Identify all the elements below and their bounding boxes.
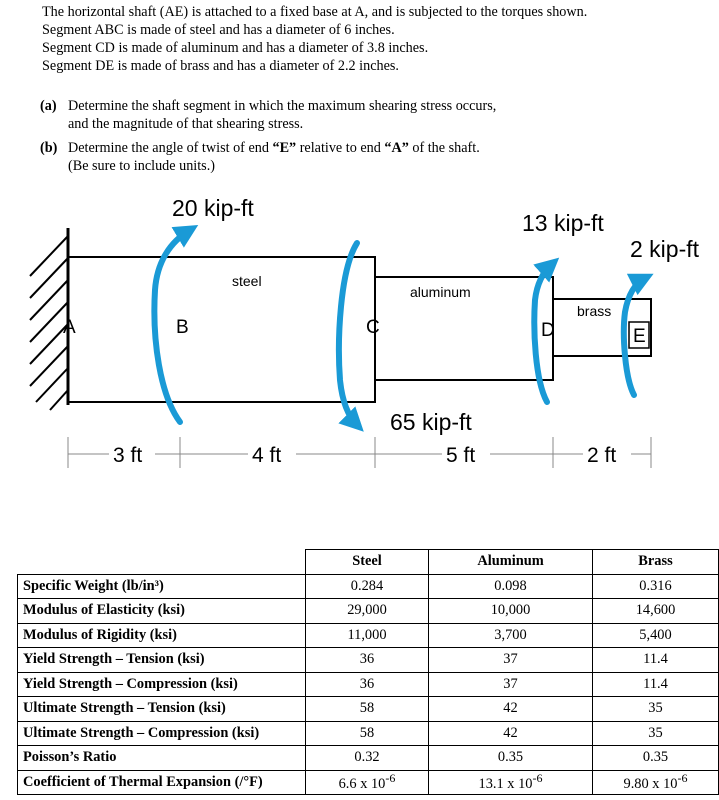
table-cell: 35 xyxy=(593,697,719,722)
point-b-label: B xyxy=(176,317,189,338)
column-header-steel: Steel xyxy=(306,550,429,575)
row-label: Poisson’s Ratio xyxy=(18,746,306,771)
dim-bc-label: 4 ft xyxy=(252,444,282,467)
table-row xyxy=(18,599,719,624)
part-b-line: Determine the angle of twist of end “E” relative to end “A” of the shaft. xyxy=(68,140,480,156)
row-label: Specific Weight (lb/in³) xyxy=(18,574,306,599)
table-row xyxy=(18,623,719,648)
table-cell: 42 xyxy=(429,697,593,722)
table-cell: 10,000 xyxy=(429,599,593,624)
row-label: Modulus of Elasticity (ksi) xyxy=(18,599,306,624)
dimension-line xyxy=(68,437,651,468)
column-header-aluminum: Aluminum xyxy=(429,550,593,575)
steel-segment xyxy=(68,257,375,402)
row-label: Modulus of Rigidity (ksi) xyxy=(18,623,306,648)
torque-b-label: 20 kip-ft xyxy=(172,195,254,221)
table-row xyxy=(18,648,719,673)
table-row xyxy=(18,770,719,795)
intro-line: Segment DE is made of brass and has a diameter of 2.2 inches. xyxy=(42,58,399,74)
table-cell: 42 xyxy=(429,721,593,746)
table-cell: 37 xyxy=(429,648,593,673)
table-cell: 14,600 xyxy=(593,599,719,624)
dim-de-label: 2 ft xyxy=(587,444,617,467)
table-row xyxy=(18,574,719,599)
table-corner xyxy=(18,550,306,575)
table-row xyxy=(18,697,719,722)
table-cell: 58 xyxy=(306,721,429,746)
intro-line: Segment ABC is made of steel and has a diameter of 6 inches. xyxy=(42,22,395,38)
table-cell: 3,700 xyxy=(429,623,593,648)
torque-c-arrow xyxy=(339,243,357,425)
part-a-line: and the magnitude of that shearing stress. xyxy=(68,116,304,132)
point-e-label: E xyxy=(633,326,646,347)
steel-label: steel xyxy=(232,273,262,289)
part-a-label: (a) xyxy=(40,98,57,114)
table-cell: 58 xyxy=(306,697,429,722)
table-cell: 35 xyxy=(593,721,719,746)
torque-c-label: 65 kip-ft xyxy=(390,409,472,435)
part-a-line: Determine the shaft segment in which the maximum shearing stress occurs, xyxy=(68,98,497,114)
table-cell: 5,400 xyxy=(593,623,719,648)
table-header-row xyxy=(18,550,719,575)
table-cell: 11,000 xyxy=(306,623,429,648)
table-cell: 0.35 xyxy=(593,746,719,771)
table-cell: 0.098 xyxy=(429,574,593,599)
row-label: Yield Strength – Tension (ksi) xyxy=(18,648,306,673)
table-cell: 0.35 xyxy=(429,746,593,771)
row-label: Ultimate Strength – Compression (ksi) xyxy=(18,721,306,746)
table-cell: 37 xyxy=(429,672,593,697)
point-d-label: D xyxy=(541,320,555,341)
table-row xyxy=(18,746,719,771)
table-cell: 0.316 xyxy=(593,574,719,599)
aluminum-label: aluminum xyxy=(410,284,471,300)
row-label: Yield Strength – Compression (ksi) xyxy=(18,672,306,697)
table-cell: 9.80 x $10^{-6}$ xyxy=(593,770,719,795)
table-cell: 29,000 xyxy=(306,599,429,624)
part-b-line: (Be sure to include units.) xyxy=(68,158,215,174)
table-cell: 36 xyxy=(306,672,429,697)
table-cell: 13.1 x $10^{-6}$ xyxy=(429,770,593,795)
point-c-label: C xyxy=(366,317,380,338)
intro-line: Segment CD is made of aluminum and has a diameter of 3.8 inches. xyxy=(42,40,429,56)
dim-cd-label: 5 ft xyxy=(446,444,476,467)
table-cell: 36 xyxy=(306,648,429,673)
brass-label: brass xyxy=(577,303,612,319)
row-label: Coefficient of Thermal Expansion (/°F) xyxy=(18,770,306,795)
column-header-brass: Brass xyxy=(593,550,719,575)
part-b-label: (b) xyxy=(40,140,58,156)
material-properties-table xyxy=(17,549,719,795)
table-row xyxy=(18,672,719,697)
row-label: Ultimate Strength – Tension (ksi) xyxy=(18,697,306,722)
point-a-label: A xyxy=(63,317,76,338)
table-cell: 0.32 xyxy=(306,746,429,771)
torque-e-label: 2 kip-ft xyxy=(630,236,700,262)
table-row xyxy=(18,721,719,746)
table-cell: 11.4 xyxy=(593,672,719,697)
table-cell: 6.6 x $10^{-6}$ xyxy=(306,770,429,795)
dim-ab-label: 3 ft xyxy=(113,444,143,467)
torque-d-label: 13 kip-ft xyxy=(522,210,604,236)
intro-line: The horizontal shaft (AE) is attached to a fixed base at A, and is subjected to the torques shown. xyxy=(42,4,588,20)
table-cell: 11.4 xyxy=(593,648,719,673)
table-cell: 0.284 xyxy=(306,574,429,599)
